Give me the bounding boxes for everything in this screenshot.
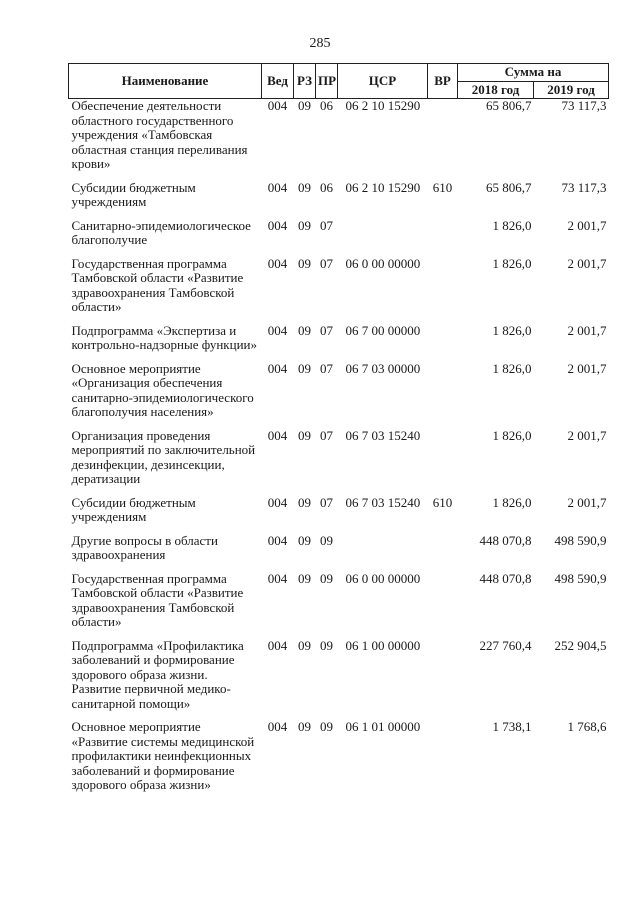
- row-rz: 09: [298, 360, 311, 376]
- row-amount-2019: 2 001,7: [567, 494, 607, 510]
- row-csr: 06 2 10 15290: [345, 98, 421, 113]
- row-pr: 06: [320, 179, 333, 195]
- row-vr: [428, 720, 458, 802]
- row-ved: 004: [267, 179, 288, 195]
- header-vr: ВР: [428, 64, 458, 99]
- row-amount-2019: 73 117,3: [561, 179, 607, 195]
- row-rz: 09: [298, 255, 311, 271]
- row-name: Основное мероприятие «Организация обеспечения санитарно-эпидемиологического благополучия населения»: [71, 360, 254, 419]
- row-vr: [428, 219, 458, 257]
- budget-table: [68, 63, 609, 802]
- row-pr: 09: [320, 532, 333, 548]
- row-ved: 004: [267, 255, 288, 271]
- header-rz: РЗ: [294, 64, 316, 99]
- row-amount-2018: 65 806,7: [486, 98, 532, 113]
- row-rz: 09: [298, 322, 311, 338]
- table-row: [69, 429, 609, 496]
- table-row: [69, 99, 609, 181]
- row-amount-2019: 498 590,9: [554, 532, 607, 548]
- header-year-2018: 2018 год: [458, 81, 534, 99]
- row-csr: 06 7 03 15240: [345, 494, 421, 510]
- row-amount-2019: 252 904,5: [554, 637, 607, 653]
- row-vr: 610: [432, 494, 453, 510]
- header-name: Наименование: [69, 64, 262, 99]
- row-vr: 610: [432, 179, 453, 195]
- row-ved: 004: [267, 427, 288, 443]
- row-amount-2018: 1 826,0: [492, 360, 532, 376]
- row-name: Другие вопросы в области здравоохранения: [71, 532, 218, 562]
- row-pr: 09: [320, 637, 333, 653]
- row-amount-2018: 1 826,0: [492, 322, 532, 338]
- row-amount-2019: 2 001,7: [567, 255, 607, 271]
- table-row: [69, 219, 609, 257]
- row-pr: 09: [320, 570, 333, 586]
- row-ved: 004: [267, 98, 288, 113]
- row-amount-2018: 1 826,0: [492, 494, 532, 510]
- row-csr: 06 7 03 00000: [345, 360, 421, 376]
- row-name: Подпрограмма «Экспертиза и контрольно-надзорные функции»: [71, 322, 257, 352]
- row-rz: 09: [298, 570, 311, 586]
- row-amount-2019: 2 001,7: [567, 217, 607, 233]
- row-rz: 09: [298, 532, 311, 548]
- row-name: Организация проведения мероприятий по заключительной дезинфекции, дезинсекции, дератизации: [71, 427, 256, 486]
- row-ved: 004: [267, 494, 288, 510]
- header-sum: Сумма на: [458, 64, 609, 82]
- row-name: Субсидии бюджетным учреждениям: [71, 494, 196, 524]
- row-csr: 06 7 03 15240: [345, 427, 421, 443]
- table-row: [69, 639, 609, 721]
- table-row: [69, 181, 609, 219]
- row-amount-2019: 498 590,9: [554, 570, 607, 586]
- row-vr: [428, 362, 458, 429]
- row-csr: 06 1 00 00000: [345, 637, 421, 653]
- header-ved: Вед: [262, 64, 294, 99]
- row-rz: 09: [298, 217, 311, 233]
- row-rz: 09: [298, 179, 311, 195]
- row-amount-2018: 1 826,0: [492, 427, 532, 443]
- row-pr: 07: [320, 494, 333, 510]
- row-vr: [428, 572, 458, 639]
- row-amount-2018: 1 826,0: [492, 255, 532, 271]
- row-rz: 09: [298, 427, 311, 443]
- row-amount-2018: 1 738,1: [492, 719, 532, 734]
- row-name: Санитарно-эпидемиологическое благополучие: [71, 217, 251, 247]
- row-csr: 06 0 00 00000: [345, 255, 421, 271]
- row-rz: 09: [298, 494, 311, 510]
- row-csr: 06 2 10 15290: [345, 179, 421, 195]
- row-amount-2018: 448 070,8: [479, 570, 532, 586]
- table-row: [69, 257, 609, 324]
- page-number: 285: [309, 36, 331, 51]
- table-row: [69, 362, 609, 429]
- row-vr: [428, 639, 458, 721]
- row-amount-2019: 2 001,7: [567, 322, 607, 338]
- row-name: Основное мероприятие «Развитие системы медицинской профилактики неинфекционных заболеваний и формирование здорового образа жизни»: [71, 719, 255, 792]
- row-pr: 07: [320, 322, 333, 338]
- table-row: [69, 496, 609, 534]
- table-row: [69, 720, 609, 802]
- row-amount-2019: 1 768,6: [567, 719, 607, 734]
- row-name: Обеспечение деятельности областного государственного учреждения «Тамбовская областная станция переливания крови»: [71, 98, 248, 171]
- row-pr: 07: [320, 427, 333, 443]
- header-row-top: [69, 64, 609, 82]
- row-pr: 06: [320, 98, 333, 113]
- table-row: [69, 534, 609, 572]
- row-ved: 004: [267, 719, 288, 734]
- row-ved: 004: [267, 322, 288, 338]
- row-rz: 09: [298, 637, 311, 653]
- row-name: Государственная программа Тамбовской области «Развитие здравоохранения Тамбовской области»: [71, 255, 244, 314]
- row-vr: [428, 429, 458, 496]
- row-amount-2018: 1 826,0: [492, 217, 532, 233]
- row-amount-2019: 2 001,7: [567, 360, 607, 376]
- row-vr: [428, 534, 458, 572]
- header-pr: ПР: [316, 64, 338, 99]
- row-ved: 004: [267, 570, 288, 586]
- table-body: [69, 99, 609, 802]
- row-csr: [338, 534, 428, 572]
- row-csr: 06 0 00 00000: [345, 570, 421, 586]
- row-name: Государственная программа Тамбовской области «Развитие здравоохранения Тамбовской области»: [71, 570, 244, 629]
- row-vr: [428, 324, 458, 362]
- row-pr: 09: [320, 719, 333, 734]
- row-rz: 09: [298, 719, 311, 734]
- row-ved: 004: [267, 637, 288, 653]
- row-amount-2018: 65 806,7: [486, 179, 532, 195]
- row-vr: [428, 99, 458, 181]
- row-pr: 07: [320, 255, 333, 271]
- row-csr: 06 1 01 00000: [345, 719, 421, 734]
- table-row: [69, 324, 609, 362]
- row-amount-2019: 73 117,3: [561, 98, 607, 113]
- row-amount-2018: 448 070,8: [479, 532, 532, 548]
- row-name: Субсидии бюджетным учреждениям: [71, 179, 196, 209]
- row-pr: 07: [320, 217, 333, 233]
- row-amount-2019: 2 001,7: [567, 427, 607, 443]
- row-rz: 09: [298, 98, 311, 113]
- row-pr: 07: [320, 360, 333, 376]
- row-vr: [428, 257, 458, 324]
- row-name: Подпрограмма «Профилактика заболеваний и формирование здорового образа жизни. Развитие первичной медико-санитарной помощи»: [71, 637, 244, 711]
- row-ved: 004: [267, 532, 288, 548]
- row-csr: [338, 219, 428, 257]
- table-row: [69, 572, 609, 639]
- row-ved: 004: [267, 360, 288, 376]
- header-year-2019: 2019 год: [534, 81, 609, 99]
- row-csr: 06 7 00 00000: [345, 322, 421, 338]
- row-amount-2018: 227 760,4: [479, 637, 532, 653]
- header-csr: ЦСР: [338, 64, 428, 99]
- row-ved: 004: [267, 217, 288, 233]
